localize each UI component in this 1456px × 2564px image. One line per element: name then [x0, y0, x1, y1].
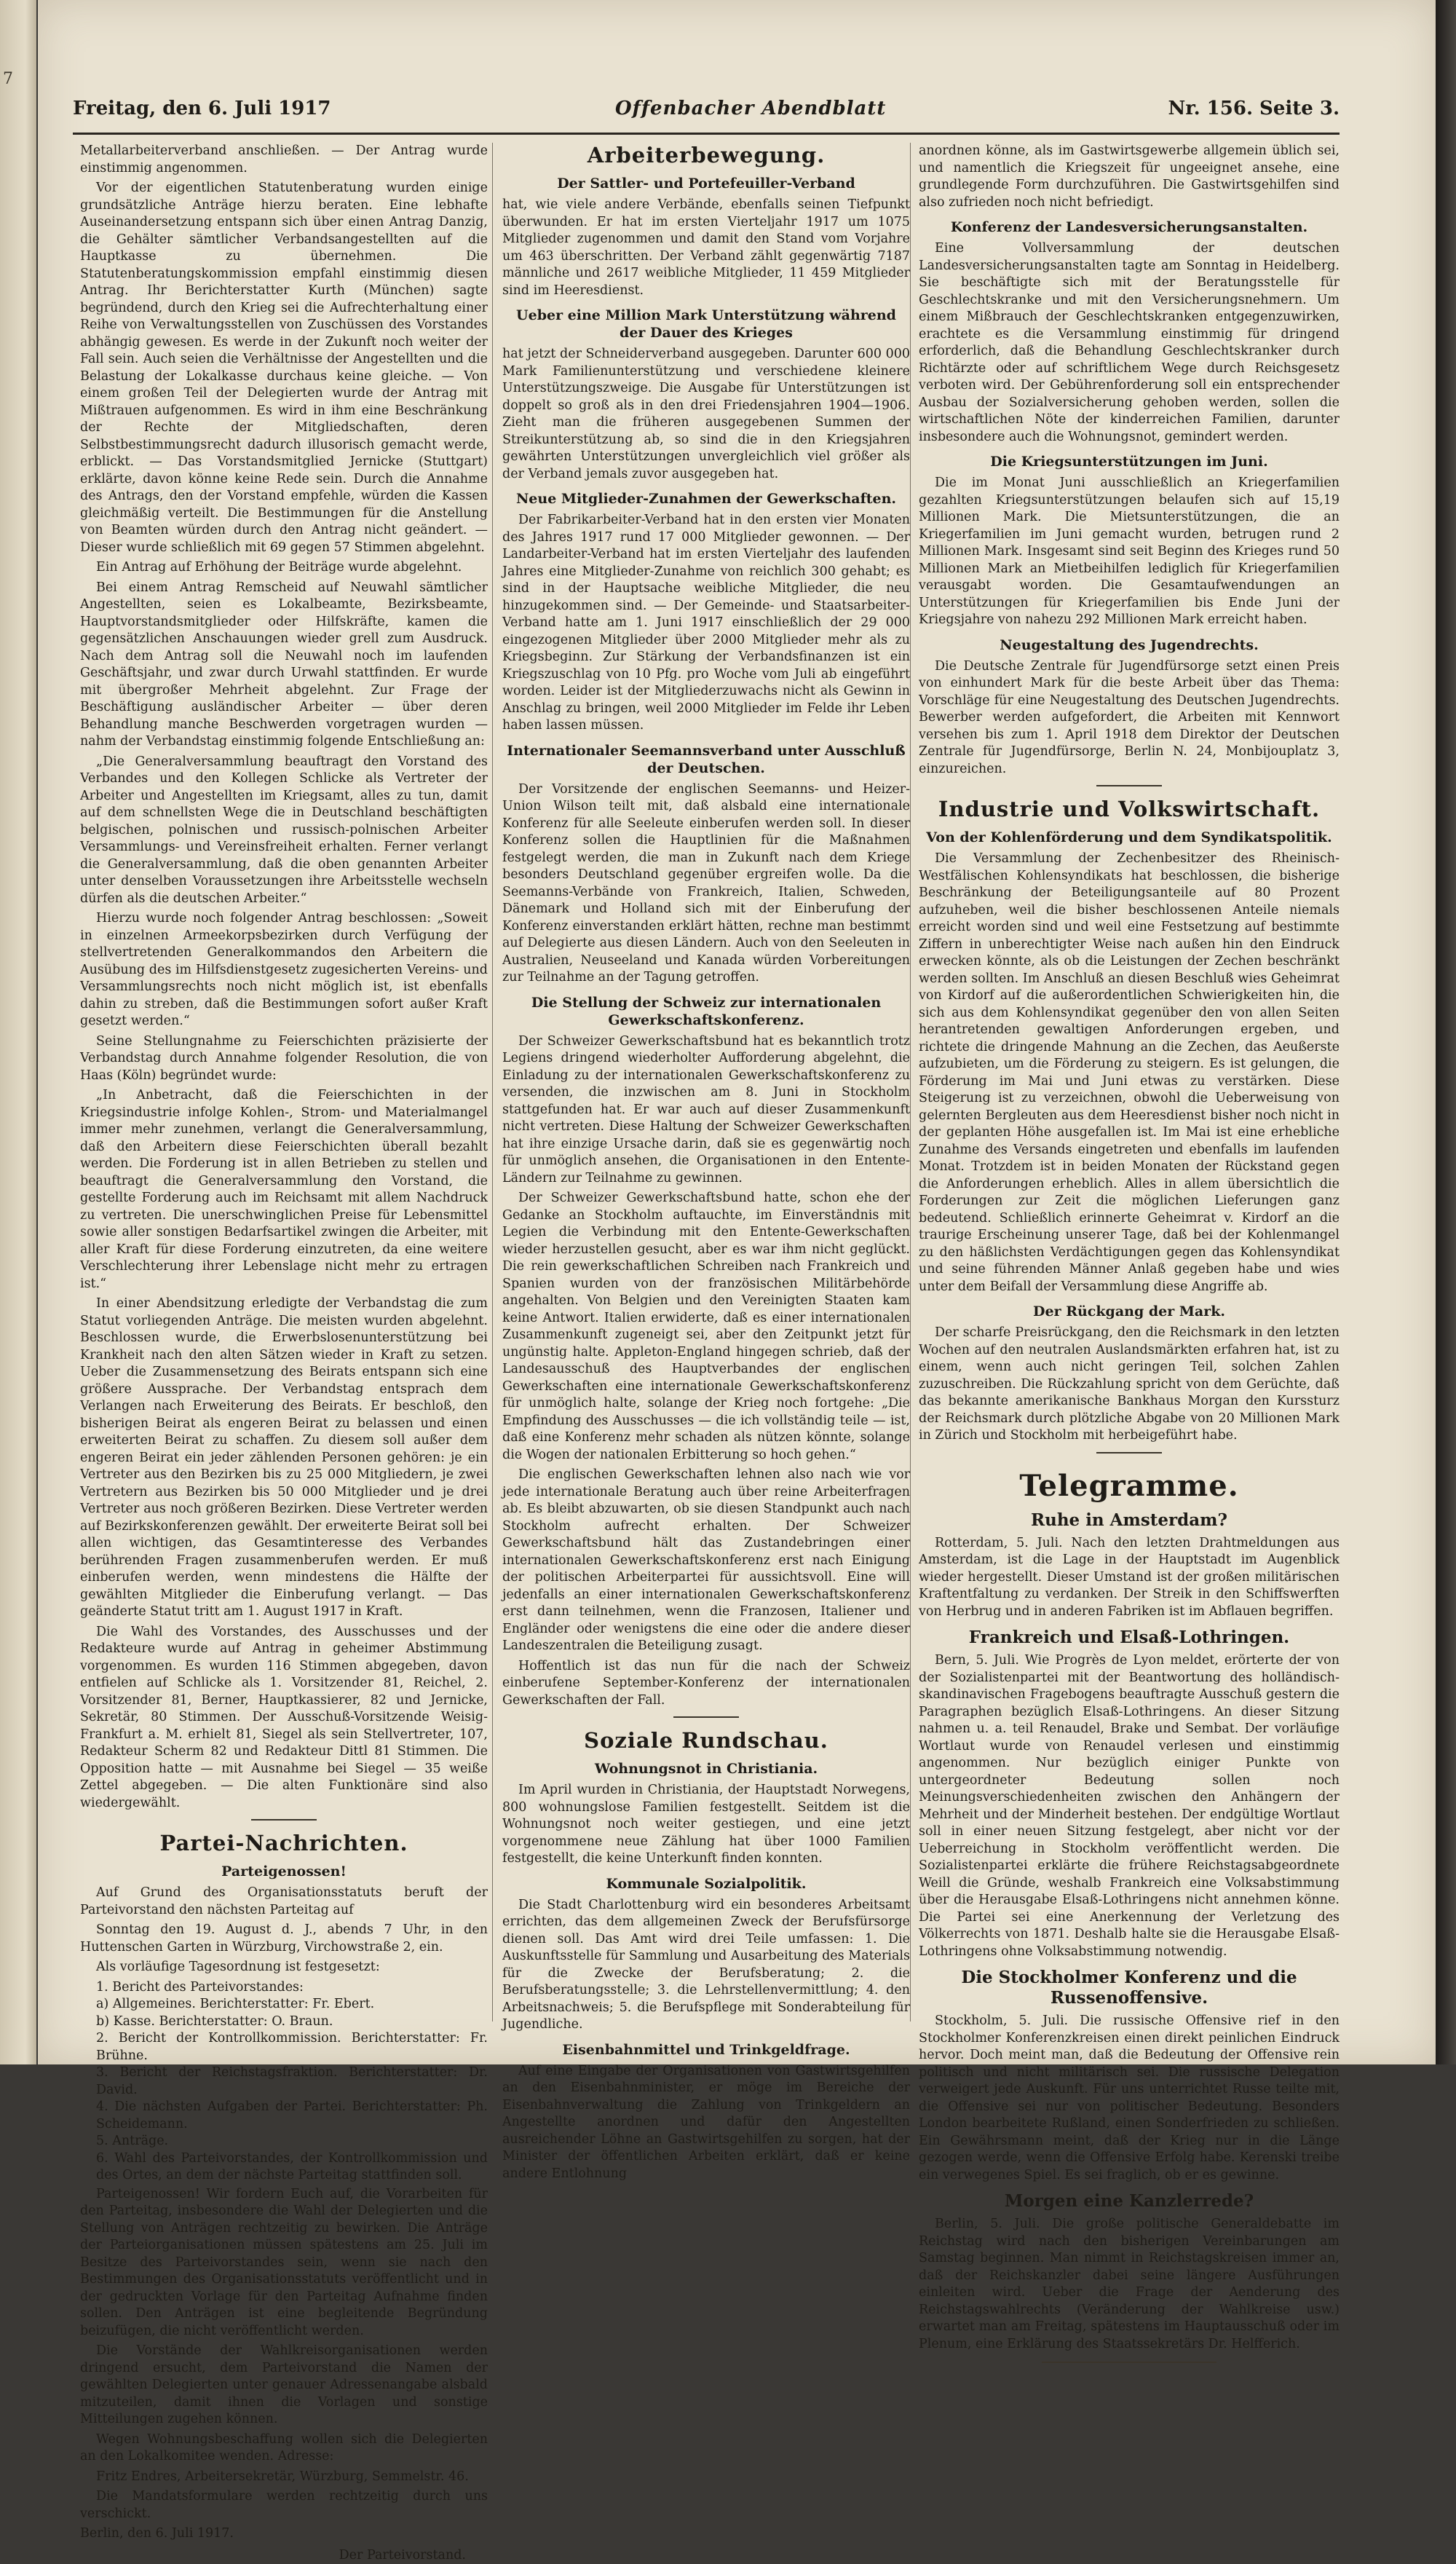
article-paragraph: Parteigenossen! Wir fordern Euch auf, die Vorarbeiten für den Parteitag, insbesondere die Wahl der Delegierten und die Stellung von Anträgen rechtzeitig zu bewirken. Die Anträge der Parteiorganisationen müssen spätestens am 25. Juli im Besitze des Parteivorstandes sein, wenn sie nach den Bestimmungen des Organisationsstatuts veröffentlicht und in der gedruckten Vorlage für den Parteitag Aufnahme finden sollen. Den Anträgen ist eine begleitende Begründung beizufügen, die nicht veröffentlicht werden.: [80, 2186, 488, 2340]
article-paragraph: Bern, 5. Juli. Wie Progrès de Lyon meldet, erörterte der von der Sozialistenpartei mit der Beantwortung des holländisch-skandinavischen Fragebogens beauftragte Ausschuß gestern die Paragraphen bezüglich Elsaß-Lothringens. An dieser Sitzung nahmen u. a. teil Renaudel, Brake und Sembat. Der vorläufige Wortlaut wurde von Renaudel verlesen und einstimmig angenommen. Nur bezüglich einiger Punkte von untergeordneter Bedeutung sollen noch Meinungsverschiedenheiten zwischen den Anhängern der Mehrheit und der Minderheit bestehen. Der endgültige Wortlaut soll in einer neuen Sitzung festgelegt, aber nicht vor der Ueberreichung in Stockholm veröffentlicht werden. Die Sozialistenpartei erklärte die frühere Reichstagsabgeordnete Weill die Gründe, weshalb Frankreich eine Volksabstimmung über die Herausgabe Elsaß-Lothringens nicht annehmen könne. Die Partei sei eine Anerkennung der Verletzung des Völkerrechts von 1871. Deshalb halte sie die Herausgabe Elsaß-Lothringens ohne Volksabstimmung notwendig.: [919, 1652, 1340, 1960]
article-paragraph: Berlin, 5. Juli. Die große politische Generaldebatte im Reichstag wird nach den bisherigen Vereinbarungen am Samstag beginnen. Man nimmt in Reichstagskreisen immer an, daß der Reichskanzler dabei seine längere Ausführungen einleiten wird. Ueber die Frage der Aenderung des Reichstagswahlrechts (Veränderung der Wahlkreise usw.) erwartet man am Freitag, spätestens im Hauptausschuß oder im Plenum, eine Erklärung des Staatssekretärs Dr. Helfferich.: [919, 2216, 1340, 2353]
article-paragraph: Als vorläufige Tagesordnung ist festgesetzt:: [80, 1959, 488, 1976]
section-heading-telegramme: Telegramme.: [919, 1470, 1340, 1503]
subheading: Der Rückgang der Mark.: [919, 1303, 1340, 1320]
header-paper-title: Offenbacher Abendblatt: [615, 98, 886, 119]
header-date: Freitag, den 6. Juli 1917: [73, 98, 331, 119]
subheading: Parteigenossen!: [80, 1863, 488, 1880]
article-paragraph: Die Vorstände der Wahlkreisorganisationen werden dringend ersucht, dem Parteivorstand die Namen der gewählten Delegierten unter genauer Adressenangabe alsbald mitzuteilen, damit ihnen die Vorlagen und sonstige Mitteilungen zugehen können.: [80, 2343, 488, 2429]
subheading: Von der Kohlenförderung und dem Syndikatspolitik.: [919, 829, 1340, 846]
article-paragraph: Der Fabrikarbeiter-Verband hat in den ersten vier Monaten des Jahres 1917 rund 17 000 Mitglieder gewonnen. — Der Landarbeiter-Verband hat im ersten Vierteljahr des laufenden Jahres eine Mitglieder-Zunahme von reichlich 300 gehabt; es sind in der Hauptsache weibliche Mitglieder, die neu hinzugekommen sind. — Der Gemeinde- und Staatsarbeiter-Verband hatte am 1. Juni 1917 einschließlich der 29 000 eingezogenen Mitglieder über 2000 Mitglieder mehr als zu Kriegsbeginn. Zur Stärkung der Verbandsfinanzen ist ein Kriegszuschlag von 10 Pfg. pro Woche vom Juli ab eingeführt worden. Leider ist der Mitgliederzuwachs nicht als Gewinn in Anschlag zu bringen, weil 2000 Mitglieder im Felde ihr Leben haben lassen müssen.: [502, 512, 910, 735]
article-paragraph: Auf Grund des Organisationsstatuts beruft der Parteivorstand den nächsten Parteitag auf: [80, 1885, 488, 1919]
article-paragraph: Die Deutsche Zentrale für Jugendfürsorge setzt einen Preis von einhundert Mark für die beste Arbeit über das Thema: Vorschläge für eine Neugestaltung des Deutschen Jugendrechts. Bewerber werden aufgefordert, die Arbeiten mit Kennwort versehen bis zum 1. April 1918 dem Direktor der Deutschen Zentrale für Jugendfürsorge, Berlin N. 24, Monbijouplatz 3, einzureichen.: [919, 658, 1340, 778]
agenda-item: 6. Wahl des Parteivorstandes, der Kontrollkommission und des Ortes, an dem der nächste Parteitag stattfinden soll.: [96, 2150, 488, 2185]
article-paragraph: Sonntag den 19. August d. J., abends 7 Uhr, in den Huttenschen Garten in Würzburg, Virchowstraße 2, ein.: [80, 1922, 488, 1956]
subheading: Wohnungsnot in Christiania.: [502, 1760, 910, 1778]
adjacent-page-mark: 7: [3, 70, 13, 88]
article-paragraph: Hoffentlich ist das nun für die nach der Schweiz einberufene September-Konferenz der internationalen Gewerkschaften der Fall.: [502, 1658, 910, 1710]
agenda-item: 4. Die nächsten Aufgaben der Partei. Berichterstatter: Ph. Scheidemann.: [96, 2099, 488, 2133]
article-paragraph: Fritz Endres, Arbeitersekretär, Würzburg, Semmelstr. 46.: [80, 2469, 488, 2486]
subheading: Neugestaltung des Jugendrechts.: [919, 636, 1340, 654]
column-1: [80, 143, 488, 2036]
article-paragraph: Die englischen Gewerkschaften lehnen also nach wie vor jede internationale Beratung auch über reine Arbeiterfragen ab. Es bleibt abzuwarten, ob sie diesen Standpunkt auch nach Stockholm aufrecht erhalten. Der Schweizer Gewerkschaftsbund hält das Zustandebringen einer internationalen Gewerkschaftskonferenz erst nach Einigung der politischen Arbeiterpartei für aussichtsvoll. Eine will jedenfalls an einer internationalen Gewerkschaftskonferenz erst dann teilnehmen, wenn die Franzosen, Italiener und Engländer oder wenigstens die eine oder die andere dieser Landeszentralen die Beteiligung zusagt.: [502, 1467, 910, 1655]
article-paragraph: Der Schweizer Gewerkschaftsbund hat es bekanntlich trotz Legiens dringend wiederholter Aufforderung abgelehnt, die Einladung zu der internationalen Gewerkschaftskonferenz zu versenden, die inzwischen am 8. Juni in Stockholm stattgefunden hat. Er war auch auf dieser Zusammenkunft nicht vertreten. Diese Haltung der Schweizer Gewerkschaften hat ihre einzige Ursache darin, daß sie es gegenwärtig noch für unmöglich ansehen, die Organisationen in den Entente-Ländern zur Teilnahme zu gewinnen.: [502, 1033, 910, 1188]
subheading: Kommunale Sozialpolitik.: [502, 1875, 910, 1893]
article-paragraph: Eine Vollversammlung der deutschen Landesversicherungsanstalten tagte am Sonntag in Heidelberg. Sie beschäftigte sich mit der Beratungsstelle für Geschlechtskranke und mit den Versicherungsnehmern. Um einem Mißbrauch der Geschlechtskranken entgegenzuwirken, erachtete es die Versammlung einstimmig für dringend erforderlich, daß die Behandlung Geschlechtskranker durch Richtärzte oder auf schriftlichem Wege durch Reichsgesetz verboten wird. Der Gebührenforderung soll ein entsprechender Ausbau der Sozialversicherung gehoben werden, sollen die wirtschaftlichen Nöte der kinderreichen Familien, darunter insbesondere auch die Wohnungsnot, gemindert werden.: [919, 240, 1340, 446]
section-heading-sozial: Soziale Rundschau.: [502, 1728, 910, 1753]
article-paragraph: Die im Monat Juni ausschließlich an Kriegerfamilien gezahlten Kriegsunterstützungen belaufen sich auf 15,19 Millionen Mark. Die Mietsunterstützungen, die an Kriegerfamilien im Juni gemacht wurden, betrugen rund 2 Millionen Mark. Insgesamt sind seit Beginn des Krieges rund 50 Millionen Mark an Mietbeihilfen lediglich für Kriegerfamilien verausgabt worden. Die Gesamtaufwendungen an Unterstützungen für Kriegerfamilien bis Ende Juni der Kriegsjahre von nahezu 292 Millionen Mark erreicht haben.: [919, 475, 1340, 629]
column-divider: [910, 143, 911, 2021]
article-paragraph: Die Stadt Charlottenburg wird ein besonderes Arbeitsamt errichten, das dem allgemeinen Zweck der Berufsfürsorge dienen soll. Das Amt wird drei Teile umfassen: 1. Die Auskunftsstelle für Sammlung und Ausarbeitung des Materials für die Zwecke der Berufsberatung; 2. die Berufsberatungsstelle; 3. die Lehrstellenvermittlung; 4. den Arbeitsnachweis; 5. die Berufspflege mit Sonderabteilung für Jugendliche.: [502, 1897, 910, 2034]
header-page-number: Nr. 156. Seite 3.: [1168, 98, 1340, 119]
agenda-item: 5. Anträge.: [96, 2133, 488, 2150]
article-paragraph: Rotterdam, 5. Juli. Nach den letzten Drahtmeldungen aus Amsterdam, ist die Lage in der Hauptstadt im Augenblick wieder hergestellt. Dieser Umstand ist der großen militärischen Kraftentfaltung zu verdanken. Der Streik in den Schiffswerften von Herbrug und in anderen Fabriken ist im Abflauen begriffen.: [919, 1535, 1340, 1621]
agenda-item: a) Allgemeines. Berichterstatter: Fr. Ebert.: [96, 1996, 488, 2013]
article-paragraph: Vor der eigentlichen Statutenberatung wurden einige grundsätzliche Anträge hierzu beraten. Eine lebhafte Auseinandersetzung entspann sich über einen Antrag Danzig, die Gehälter sämtlicher Verbandsangestellten auf die Hauptkasse zu übernehmen. Die Statutenberatungskommission empfahl einstimmig diesen Antrag. Ihr Berichterstatter Kurth (München) sagte begründend, durch den Krieg sei die Aufrechterhaltung einer Reihe von Verwaltungsstellen von Zuschüssen des Vorstandes abhängig gewesen. Es werde in der Zukunft noch weiter der Fall sein. Auch seien die Verhältnisse der Angestellten und die Belastung der Lokalkasse durchaus keine gleiche. — Von einem großen Teil der Delegierten wurde der Antrag mit Mißtrauen aufgenommen. Es wird in ihm eine Beschränkung der Rechte der Mitgliedschaften, deren Selbstbestimmungsrecht dadurch illusorisch gemacht werde, erblickt. — Das Vorstandsmitglied Jernicke (Stuttgart) erklärte, davon könne keine Rede sein. Durch die Annahme des Antrags, den der Vorstand empfehle, würden die Kassen gleichmäßig verteilt. Die Bestimmungen für die Anstellung von Beamten würden durch den Antrag nicht geändert. — Dieser wurde schließlich mit 69 gegen 57 Stimmen abgelehnt.: [80, 180, 488, 556]
subheading: Die Stellung der Schweiz zur internationalen Gewerkschaftskonferenz.: [502, 994, 910, 1029]
article-paragraph: Bei einem Antrag Remscheid auf Neuwahl sämtlicher Angestellten, seien es Lokalbeamte, Bezirksbeamte, Hauptvorstandsmitglieder oder Hilfskräfte, kamen die gegensätzlichen Anschauungen wieder grell zum Ausdruck. Nach dem Antrag soll die Neuwahl noch im laufenden Geschäftsjahr, und zwar durch Urwahl stattfinden. Er wurde mit übergroßer Mehrheit abgelehnt. Zur Frage der Beschäftigung ausländischer Arbeiter — über deren Behandlung manche Beschwerden vorgetragen wurden — nahm der Verbandstag einstimmig folgende Entschließung an:: [80, 580, 488, 751]
section-heading-partei: Partei-Nachrichten.: [80, 1831, 488, 1855]
subheading: Der Sattler- und Portefeuiller-Verband: [502, 175, 910, 192]
dateline: Berlin, den 6. Juli 1917.: [80, 2525, 488, 2543]
subheading: Eisenbahnmittel und Trinkgeldfrage.: [502, 2041, 910, 2059]
agenda-item: 1. Bericht des Parteivorstandes:: [96, 1979, 488, 1997]
section-heading-industrie: Industrie und Volkswirtschaft.: [919, 797, 1340, 821]
page-header: [73, 93, 1340, 135]
subheading: Konferenz der Landesversicherungsanstalten.: [919, 218, 1340, 236]
subheading: Ueber eine Million Mark Unterstützung während der Dauer des Krieges: [502, 307, 910, 342]
article-paragraph: Wegen Wohnungsbeschaffung wollen sich die Delegierten an den Lokalkomitee wenden. Adresse:: [80, 2431, 488, 2466]
agenda-list: [96, 1979, 488, 2185]
article-paragraph: Ein Antrag auf Erhöhung der Beiträge wurde abgelehnt.: [80, 559, 488, 577]
article-paragraph: Die Mandatsformulare werden rechtzeitig durch uns verschickt.: [80, 2488, 488, 2522]
subheading: Neue Mitglieder-Zunahmen der Gewerkschaften.: [502, 490, 910, 508]
section-rule: [1042, 2362, 1216, 2363]
article-paragraph: Der Schweizer Gewerkschaftsbund hatte, schon ehe der Gedanke an Stockholm auftauchte, im Einverständnis mit Legien die Verbindung mit den Entente-Gewerkschaften wieder herzustellen gesucht, aber es war ihm nicht geglückt. Die rein gewerkschaftlichen Schreiben nach Frankreich und Spanien wurden von der französischen Militärbehörde angehalten. Von Belgien und den Vereinigten Staaten kam keine Antwort. Italien erwiderte, daß es einer internationalen Zusammenkunft zugeneigt sei, aber den Zeitpunkt jetzt für ungünstig halte. Appleton-England hingegen schrieb, daß der Landesausschuß des Hauptverbandes der englischen Gewerkschaften eine internationale Gewerkschaftskonferenz für unmöglich halte, solange der Krieg noch fortgehe: „Die Empfindung des Ausschusses — die ich vollständig teile — ist, daß eine Konferenz mehr schaden als nützen könnte, solange die Wogen der nationalen Erbitterung so hoch gehen.“: [502, 1190, 910, 1464]
section-rule: [673, 1716, 739, 1718]
subheading: Internationaler Seemannsverband unter Ausschluß der Deutschen.: [502, 742, 910, 777]
article-paragraph: Die Wahl des Vorstandes, des Ausschusses und der Redakteure wurde auf Antrag in geheimer Abstimmung vorgenommen. Es wurden 116 Stimmen abgegeben, davon entfielen auf Schlicke als 1. Vorsitzender 81, Reichel, 2. Vorsitzender 81, Berner, Hauptkassierer, 82 und Jernicke, Sekretär, 80 Stimmen. Der Ausschuß-Vorsitzende Weisig-Frankfurt a. M. erhielt 81, Siegel als sein Stellvertreter, 107, Redakteur Scherm 82 und Redakteur Dittl 81 Stimmen. Die Opposition hatte — mit Ausnahme bei Siegel — 35 weiße Zettel abgegeben. — Die alten Funktionäre sind also wiedergewählt.: [80, 1624, 488, 1812]
article-paragraph: „Die Generalversammlung beauftragt den Vorstand des Verbandes und den Kollegen Schlicke als Vertreter der Arbeiter und Angestellten im Kriegsamt, alles zu tun, damit auf dem schnellsten Wege die in Deutschland beschäftigten belgischen, polnischen und russisch-polnischen Arbeiter Versammlungs- und Vereinsfreiheit erhalten. Ferner verlangt die Generalversammlung, daß die oben genannten Arbeiter unter denselben Voraussetzungen ihre Arbeitsstelle wechseln dürfen als die deutschen Arbeiter.“: [80, 754, 488, 908]
article-paragraph: anordnen könne, als im Gastwirtsgewerbe allgemein üblich sei, und namentlich die Kriegszeit für ungeeignet ansehe, eine grundlegende Form durchzuführen. Die Gastwirtsgehilfen sind also zufrieden noch nicht befriedigt.: [919, 143, 1340, 211]
subheading: Frankreich und Elsaß-Lothringen.: [919, 1628, 1340, 1648]
agenda-item: b) Kasse. Berichterstatter: O. Braun.: [96, 2013, 488, 2031]
section-rule: [251, 1819, 317, 1821]
adjacent-page-strip: [0, 0, 36, 2064]
page-edge-shadow: [1436, 0, 1456, 2064]
column-divider: [492, 143, 493, 2021]
subheading: Die Stockholmer Konferenz und die Russenoffensive.: [919, 1968, 1340, 2008]
section-rule: [1096, 1452, 1162, 1453]
article-paragraph: Stockholm, 5. Juli. Die russische Offensive rief in den Stockholmer Konferenzkreisen einen direkt peinlichen Eindruck hervor. Doch meint man, daß die Bedeutung der Offensive rein politisch und nicht militärisch sei. Die russische Delegation verweigert jede Auskunft. Für uns unterrichtet Russe teilte mit, die Offensive sei nur von politischer Bedeutung. Besonders London bearbeitete Rußland, einen Sonderfrieden zu schließen. Ein Gewährsmann meint, daß der Krieg nur in die Länge gezogen werde, wenn die Offensive Erfolg habe. Kerenski treibe ein verwegenes Spiel. Es sei fraglich, ob er es gewinne.: [919, 2013, 1340, 2184]
article-paragraph: hat, wie viele andere Verbände, ebenfalls seinen Tiefpunkt überwunden. Er hat im ersten Vierteljahr 1917 um 1075 Mitglieder zugenommen und damit den Stand vom Vorjahre um 463 überschritten. Der Verband zählt gegenwärtig 7187 männliche und 2617 weibliche Mitglieder, 11 459 Mitglieder sind im Heeresdienst.: [502, 197, 910, 299]
article-paragraph: In einer Abendsitzung erledigte der Verbandstag die zum Statut vorliegenden Anträge. Die meisten wurden abgelehnt. Beschlossen wurde, die Erwerbslosenunterstützung bei Krankheit nach den alten Sätzen wieder in Kraft zu setzen. Ueber die Zusammensetzung des Beirats entspann sich eine größere Aussprache. Der Verbandstag entsprach dem Verlangen nach Erweiterung des Beirats. Er beschloß, den bisherigen Beirat als engeren Beirat zu belassen und einen erweiterten Beirat zu schaffen. Zu diesem soll außer dem engeren Beirat ein jeder zählenden Personen gehören: je ein Vertreter aus den Bezirken bis zu 25 000 Mitgliedern, je zwei Vertretern aus Bezirken bis 50 000 Mitglieder und je drei Vertreter aus noch größeren Bezirken. Diese Vertreter werden auf Bezirkskonferenzen gewählt. Der erweiterte Beirat soll bei allen wichtigen, das Gesamtinteresse des Verbandes berührenden Fragen zusammenberufen werden. Er muß einberufen werden, wenn mindestens die Hälfte der gewählten Mitglieder die Einberufung verlangt. — Das geänderte Statut tritt am 1. August 1917 in Kraft.: [80, 1295, 488, 1621]
column-3: [919, 143, 1340, 2036]
article-paragraph: Hierzu wurde noch folgender Antrag beschlossen: „Soweit in einzelnen Armeekorpsbezirken durch Verfügung der stellvertretenden Generalkommandos den Arbeitern die Ausübung des im Hilfsdienstgesetz zugesicherten Vereins- und Versammlungsrechts noch nicht möglich ist, ist ebenfalls dahin zu streben, daß die Bestimmungen sofort außer Kraft gesetzt werden.“: [80, 910, 488, 1030]
subheading: Die Kriegsunterstützungen im Juni.: [919, 453, 1340, 470]
agenda-item: 2. Bericht der Kontrollkommission. Berichterstatter: Fr. Brühne.: [96, 2030, 488, 2064]
section-rule: [1096, 785, 1162, 786]
article-paragraph: Auf eine Eingabe der Organisationen von Gastwirtsgehilfen an den Eisenbahnminister, er möge im Bereiche der Eisenbahnverwaltung die Zahlung von Trinkgeldern an Angestellte anordnen und dafür den Angestellten ausreichender Löhne an Gastwirtsgehilfen zu sorgen, hat der Minister der öffentlichen Arbeiten erklärt, daß er keine andere Entlohnung: [502, 2063, 910, 2183]
article-paragraph: hat jetzt der Schneiderverband ausgegeben. Darunter 600 000 Mark Familienunterstützung und verschiedene kleinere Unterstützungszweige. Die Ausgabe für Unterstützungen ist doppelt so groß als in den drei Friedensjahren 1904—1906. Zieht man die früheren ausgegebenen Summen der Streikunterstützung ab, so sind die in den Kriegsjahren gewährten Unterstützungen unvergleichlich viel größer als der Verband jemals zuvor ausgegeben hat.: [502, 346, 910, 483]
article-paragraph: Seine Stellungnahme zu Feierschichten präzisierte der Verbandstag durch Annahme folgender Resolution, die von Haas (Köln) begründet wurde:: [80, 1033, 488, 1085]
subheading: Morgen eine Kanzlerrede?: [919, 2191, 1340, 2212]
article-paragraph: Der scharfe Preisrückgang, den die Reichsmark in den letzten Wochen auf den neutralen Auslandsmärkten erfahren hat, ist zu einem, wenn auch nicht geringen Teil, solchen Zahlen zuzuschreiben. Die Rückzahlung spricht von dem Gerüchte, daß das bekannte amerikanische Bankhaus Morgan den Kurssturz der Reichsmark durch plötzliche Abgabe von 20 Millionen Mark in Zürich und Stockholm mit herbeigeführt habe.: [919, 1325, 1340, 1445]
section-heading-arbeiterbewegung: Arbeiterbewegung.: [502, 143, 910, 167]
agenda-item: 3. Bericht der Reichstagsfraktion. Berichterstatter: Dr. David.: [96, 2064, 488, 2099]
subheading: Ruhe in Amsterdam?: [919, 1510, 1340, 1531]
column-2: [502, 143, 910, 2036]
signature: Der Parteivorstand.: [80, 2547, 488, 2564]
article-paragraph: Metallarbeiterverband anschließen. — Der Antrag wurde einstimmig angenommen.: [80, 143, 488, 177]
article-paragraph: Der Vorsitzende der englischen Seemanns- und Heizer-Union Wilson teilt mit, daß alsbald eine internationale Konferenz für alle Seeleute einberufen werden soll. In dieser Konferenz sollen die Hauptlinien für die Maßnahmen festgelegt werden, die man in Zukunft nach dem Kriege besonders Deutschland gegenüber ergreifen wolle. Da die Seemanns-Verbände von Frankreich, Italien, Schweden, Dänemark und Holland sich mit der Einberufung der Konferenz einverstanden erklärt hätten, rechne man bestimmt auf Delegierte aus diesen Ländern. Auch von den Seeleuten in Australien, Neuseeland und Kanada würden Vorbereitungen zur Teilnahme an der Tagung getroffen.: [502, 781, 910, 987]
article-paragraph: Im April wurden in Christiania, der Hauptstadt Norwegens, 800 wohnungslose Familien festgestellt. Seitdem ist die Wohnungsnot noch weiter gestiegen, und eine jetzt vorgenommene neue Zählung hat über 1000 Familien festgestellt, die keine Unterkunft finden konnten.: [502, 1782, 910, 1868]
article-paragraph: „In Anbetracht, daß die Feierschichten in der Kriegsindustrie infolge Kohlen-, Strom- und Materialmangel immer mehr zunehmen, verlangt die Generalversammlung, daß den Arbeitern diese Feierschichten überall bezahlt werden. Die Forderung ist in allen Betrieben zu stellen und beauftragt die Generalversammlung den Vorstand, die gestellte Forderung auch im Reichsamt mit allem Nachdruck zu vertreten. Die unerschwinglichen Preise für Lebensmittel sowie aller sonstigen Bedarfsartikel zwingen die Arbeiter, mit aller Kraft für diese Forderung einzutreten, da eine weitere Verschlechterung ihrer Lebenslage nicht mehr zu ertragen ist.“: [80, 1087, 488, 1293]
article-paragraph: Die Versammlung der Zechenbesitzer des Rheinisch-Westfälischen Kohlensyndikats hat beschlossen, die bisherige Beschränkung der Beteiligungsanteile auf 80 Prozent aufzuheben, weil die bisher beschlossenen Anteile niemals erreicht worden sind und weil eine Festsetzung auf bestimmte Ziffern in unberechtigter Weise nach außen hin den Eindruck erwecken könnte, als ob die Leistungen der Zechen beschränkt werden sollten. Im Anschluß an diesen Beschluß wies Geheimrat von Kirdorf auf die außerordentlichen Schwierigkeiten hin, die sich aus dem Kohlensyndikat gegenüber den von allen Seiten herantretenden gewaltigen Anforderungen ergeben, und richtete die dringende Mahnung an die Zechen, das Aeußerste aufzubieten, um die Förderung zu steigern. Es ist gelungen, die Förderung im Mai und Juni etwas zu verstärken. Diese Steigerung ist zu verzeichnen, obwohl die Ueberweisung von gelernten Bergleuten aus dem Heeresdienst bisher noch nicht in der geplanten Höhe ausgefallen ist. Im Mai ist eine erhebliche Zunahme des Versands eingetreten und ebenfalls im laufenden Monat. Trotzdem ist in beiden Monaten der Rückstand gegen die Anforderungen erheblich. Alles in allem übersichtlich die Forderungen zur Zeit die möglichen Lieferungen ganz bedeutend. Schließlich erinnerte Geheimrat v. Kirdorf an die traurige Erscheinung unserer Tage, daß bei der Kohlenmangel zu den häßlichsten Verdächtigungen gegen das Kohlensyndikat und seine führenden Männer Anlaß gegeben habe und wies unter dem Beifall der Versammlung diese Angriffe ab.: [919, 851, 1340, 1295]
